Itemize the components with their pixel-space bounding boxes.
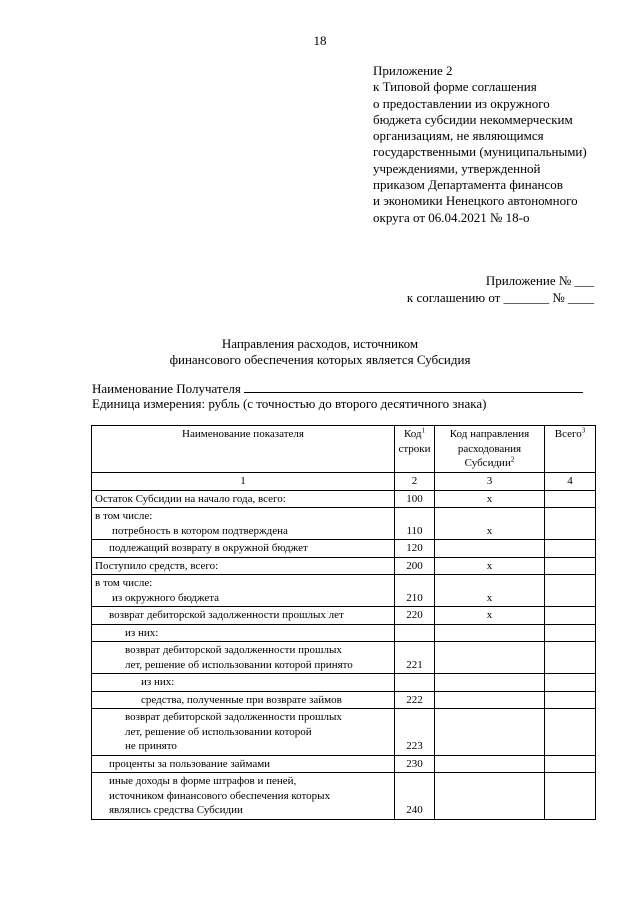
row-total[interactable] [545,755,596,773]
table-row [92,709,596,756]
expenses-table [91,425,596,820]
row-code: 221 [395,642,435,674]
row-name: Остаток Субсидии на начало года, всего: [92,490,395,508]
row-code: 210 [395,575,435,607]
row-name: возврат дебиторской задолженности прошлых лет [92,607,395,625]
row-name: Поступило средств, всего: [92,557,395,575]
row-total[interactable] [545,557,596,575]
row-total[interactable] [545,508,596,540]
row-name: проценты за пользование займами [92,755,395,773]
table-row [92,575,596,607]
recipient-row [92,380,583,397]
header-total: Всего$^3$ [545,426,596,473]
table-row [92,773,596,820]
row-code: 223 [395,709,435,756]
appendix-line: к Типовой форме соглашения [373,79,537,95]
row-direction [435,540,545,558]
appendix-line: бюджета субсидии некоммерческим [373,111,573,127]
table-header-row [92,426,596,473]
appendix-line: и экономики Ненецкого автономного [373,193,578,209]
title-line-2: финансового обеспечения которых является Субсидия [169,352,471,367]
appendix-line: округа от 06.04.2021 № 18-о [373,209,530,225]
column-number-row [92,473,596,491]
document-title [0,336,640,368]
annex-reference [407,272,594,306]
appendix-line: Приложение 2 [373,63,453,78]
table-row [92,607,596,625]
row-name: возврат дебиторской задолженности прошлых лет, решение об использовании которой принято [92,642,395,674]
row-code: 120 [395,540,435,558]
table-row [92,557,596,575]
row-total[interactable] [545,607,596,625]
table-row [92,755,596,773]
row-direction[interactable] [435,642,545,674]
row-code [395,674,435,692]
row-name: иные доходы в форме штрафов и пеней, источником финансового обеспечения которых являлись средства Субсидии [92,773,395,820]
row-total[interactable] [545,773,596,820]
row-direction [435,624,545,642]
row-total[interactable] [545,691,596,709]
recipient-field[interactable] [244,380,583,393]
row-direction[interactable] [435,773,545,820]
recipient-label: Наименование Получателя [92,381,241,396]
row-total [545,674,596,692]
row-direction[interactable] [435,691,545,709]
row-code: 222 [395,691,435,709]
row-total [545,624,596,642]
row-direction[interactable] [435,755,545,773]
row-direction: x [435,607,545,625]
table-row [92,490,596,508]
title-line-1: Направления расходов, источником [221,336,419,351]
row-name: в том числе: из окружного бюджета [92,575,395,607]
annex-number-line: Приложение № ___ [485,273,594,288]
unit-label: Единица измерения: рубль (с точностью до второго десятичного знака) [92,396,487,411]
row-name: из них: [92,624,395,642]
table-row [92,508,596,540]
appendix-line: учреждениями, утвержденной [373,160,541,176]
row-code: 240 [395,773,435,820]
row-direction[interactable] [435,709,545,756]
row-direction: x [435,490,545,508]
header-direction: Код направления расходования Субсидии$^2$ [435,426,545,473]
row-direction: x [435,557,545,575]
row-name: из них: [92,674,395,692]
table-row [92,691,596,709]
table-row [92,642,596,674]
appendix-line: организациям, не являющимся [373,128,544,144]
table-row [92,624,596,642]
col-number: 1 [92,473,395,491]
page-number: 18 [313,33,327,48]
row-total[interactable] [545,575,596,607]
table-row [92,674,596,692]
row-total[interactable] [545,490,596,508]
appendix-line: приказом Департамента финансов [373,177,563,193]
row-name: средства, полученные при возврате займов [92,691,395,709]
agreement-line: к соглашению от _______ № ____ [406,290,594,305]
appendix-line: о предоставлении из окружного [373,95,550,111]
header-code: Код$^1$ строки [395,426,435,473]
col-number: 3 [435,473,545,491]
row-code: 200 [395,557,435,575]
row-name: подлежащий возврату в окружной бюджет [92,540,395,558]
row-code: 230 [395,755,435,773]
header-name: Наименование показателя [92,426,395,473]
col-number: 2 [395,473,435,491]
col-number: 4 [545,473,596,491]
appendix-line: государственными (муниципальными) [373,144,587,160]
row-code: 100 [395,490,435,508]
row-total[interactable] [545,709,596,756]
row-code [395,624,435,642]
row-direction [435,674,545,692]
row-name: в том числе: потребность в котором подтверждена [92,508,395,540]
row-total[interactable] [545,540,596,558]
row-total[interactable] [545,642,596,674]
table-row [92,540,596,558]
row-name: возврат дебиторской задолженности прошлых лет, решение об использовании которой не принято [92,709,395,756]
row-direction: x [435,508,545,540]
row-direction: x [435,575,545,607]
row-code: 220 [395,607,435,625]
appendix-header [373,63,633,226]
row-code: 110 [395,508,435,540]
